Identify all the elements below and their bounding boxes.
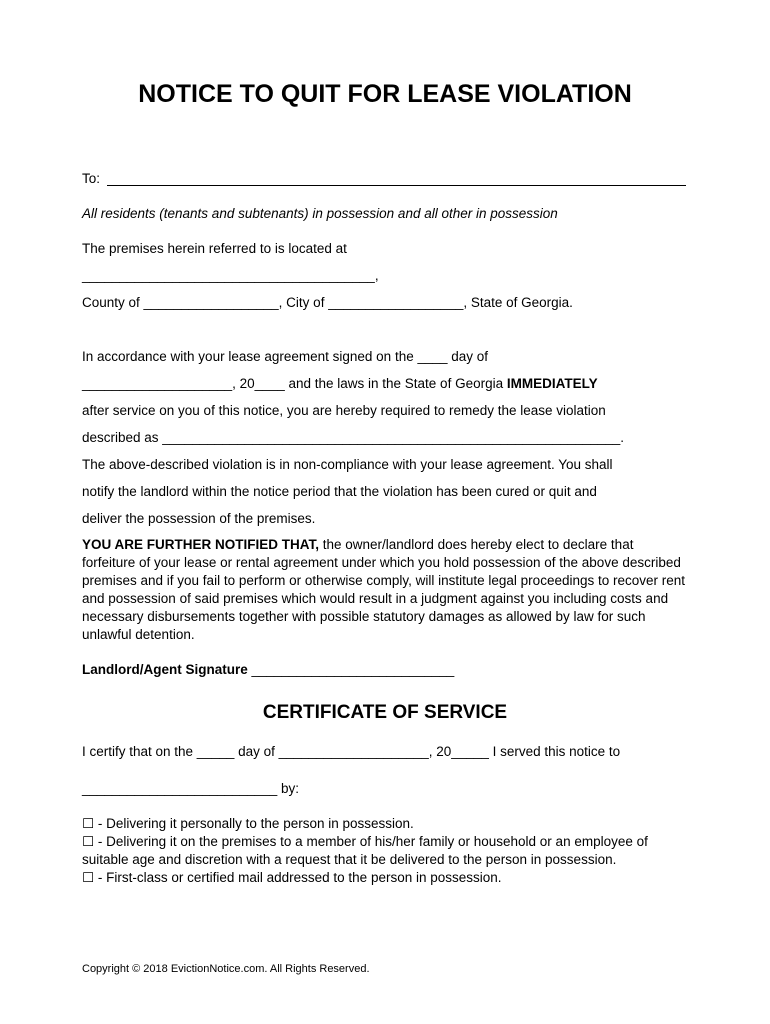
immediately-text: IMMEDIATELY — [506, 376, 598, 391]
service-method-options — [82, 815, 692, 887]
compliance-line-3: deliver the possession of the premises. — [82, 511, 316, 526]
copyright-footer: Copyright © 2018 EvictionNotice.com. All Rights Reserved. — [82, 963, 370, 975]
option-premises-delivery[interactable]: ☐ - Delivering it on the premises to a member of his/her family or household or an employee of suitable age and discretion with a request that it be delivered to the person in possession. — [82, 834, 648, 867]
further-notified-text: the owner/landlord does hereby elect to declare that forfeiture of your lease or rental agreement under which you hold possession of the above described premises and if you fail to perform or otherwise comply, will institute legal proceedings to recover rent and possession of said premises which would result in a judgment against you including costs and necessary disbursements together with possible statutory damages as allowed by law for such unlawful detention. — [82, 537, 686, 642]
further-notified-paragraph — [82, 536, 687, 644]
lease-line-2 — [82, 376, 598, 391]
further-notified-heading: YOU ARE FURTHER NOTIFIED THAT, — [82, 537, 319, 552]
premises-address-blank[interactable]: _______________________________________, — [82, 268, 379, 283]
compliance-line-2: notify the landlord within the notice period that the violation has been cured or quit and — [82, 484, 597, 499]
lease-line-4 — [82, 430, 624, 445]
signature-line — [82, 662, 454, 677]
certify-line-2: __________________________ by: — [82, 781, 299, 796]
option-mail-delivery[interactable]: ☐ - First-class or certified mail addressed to the person in possession. — [82, 870, 502, 885]
to-blank-line[interactable] — [107, 185, 686, 186]
compliance-line-1: The above-described violation is in non-compliance with your lease agreement. You shall — [82, 457, 613, 472]
premises-intro: The premises herein referred to is located at — [82, 241, 347, 256]
lease-line-1: In accordance with your lease agreement signed on the ____ day of — [82, 349, 489, 364]
document-title: NOTICE TO QUIT FOR LEASE VIOLATION — [138, 80, 632, 108]
lease-date-text: ____________________, 20____ and the laws in the State of Georgia — [82, 376, 507, 391]
violation-description-blank[interactable]: _____________________________________________________________. — [162, 430, 625, 445]
lease-line-3: after service on you of this notice, you are hereby required to remedy the lease violation — [82, 403, 606, 418]
recipients-line: All residents (tenants and subtenants) in possession and all other in possession — [82, 206, 558, 221]
described-as-label: described as — [82, 430, 163, 445]
option-personal-delivery[interactable]: ☐ - Delivering it personally to the person in possession. — [82, 816, 414, 831]
certify-line-1: I certify that on the _____ day of ____________________, 20_____ I served this notice to — [82, 744, 621, 759]
certificate-title: CERTIFICATE OF SERVICE — [262, 702, 508, 723]
signature-blank[interactable]: ___________________________ — [251, 662, 455, 677]
county-city-line: County of __________________, City of __________________, State of Georgia. — [82, 295, 573, 310]
to-label: To: — [82, 171, 101, 186]
signature-label: Landlord/Agent Signature — [82, 662, 252, 677]
